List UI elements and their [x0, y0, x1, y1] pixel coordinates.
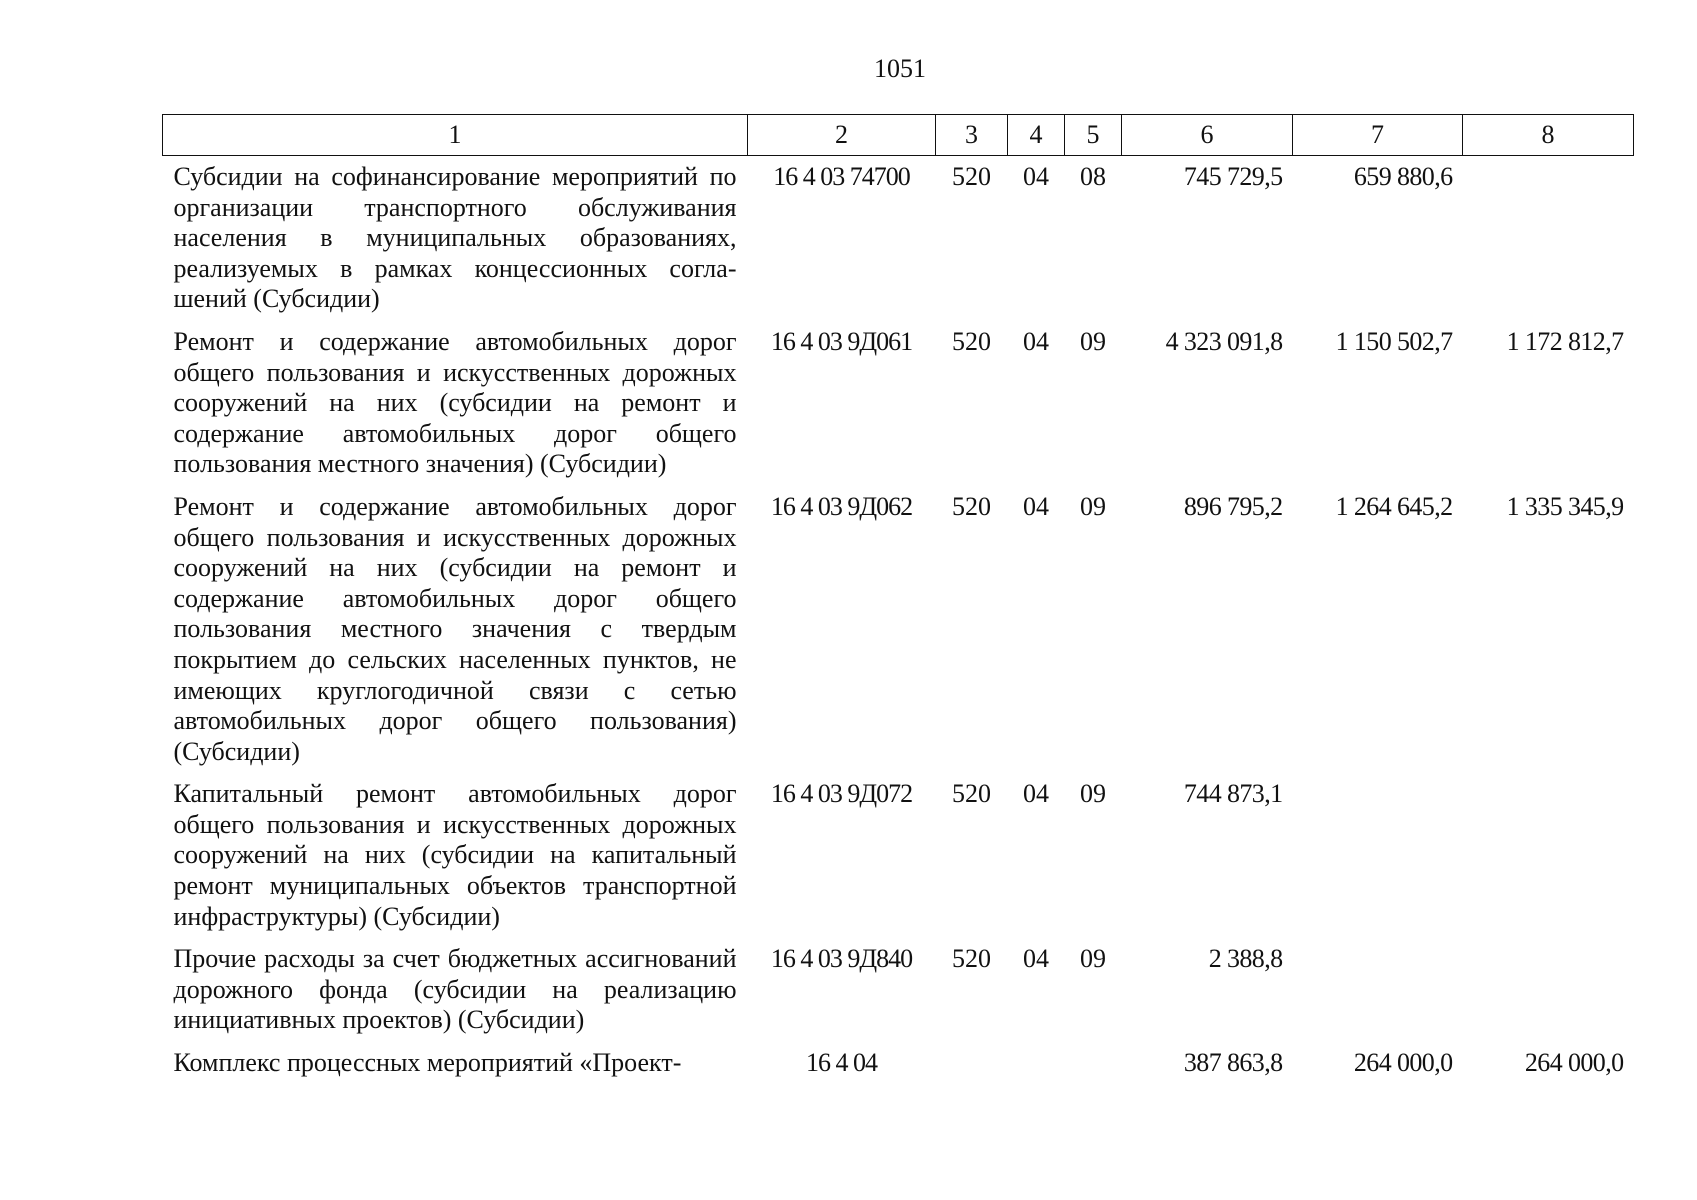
row-amount-8: [1463, 938, 1634, 1042]
row-description: Ремонт и содержание автомобильных дорог общего пользования и искусственных дорожных сооружений на них (субсидии на ремонт и содержание автомобильных дорог общего пользования местного значения с твердым покрытием до сельских населенных пунктов, не имеющих круглогодичной связи с сетью автомобильных дорог общего пользования) (Субсидии): [173, 491, 737, 766]
row-amount-7: [1293, 938, 1463, 1042]
table-row: [163, 1042, 1634, 1085]
column-header-1: 1: [163, 115, 748, 156]
row-amount-8: 1 335 345,9: [1506, 491, 1624, 521]
budget-table: [162, 114, 1634, 1085]
row-description: Ремонт и содержание автомобильных дорог общего пользования и искусственных дорожных сооружений на них (субсидии на ремонт и содержание автомобильных дорог общего пользования местного значения) (Субсидии): [173, 326, 737, 479]
table-row: [163, 773, 1634, 938]
row-col3: 520: [952, 944, 991, 974]
row-amount-7: 1 264 645,2: [1335, 491, 1453, 521]
row-amount-6: 387 863,8: [1183, 1048, 1283, 1078]
row-amount-7: [1293, 773, 1463, 938]
row-amount-8: 1 172 812,7: [1506, 326, 1624, 356]
row-col4: 04: [1023, 326, 1049, 356]
column-header-7: 7: [1293, 115, 1463, 156]
row-description: Комплекс процессных мероприятий «Проект-: [173, 1048, 682, 1078]
row-col5: 08: [1080, 162, 1106, 191]
row-col3: 520: [952, 162, 991, 191]
column-header-4: 4: [1008, 115, 1065, 156]
row-col3: [936, 1042, 1008, 1085]
row-col5: 09: [1080, 491, 1106, 521]
row-col5: 09: [1080, 779, 1106, 809]
row-col4: 04: [1023, 944, 1049, 974]
row-amount-8: 264 000,0: [1524, 1048, 1624, 1078]
table-row: [163, 321, 1634, 486]
row-col4: [1008, 1042, 1065, 1085]
row-amount-6: 745 729,5: [1183, 162, 1283, 191]
row-col5: 09: [1080, 326, 1106, 356]
column-header-2: 2: [748, 115, 936, 156]
row-col4: 04: [1023, 162, 1049, 191]
row-col5: 09: [1080, 944, 1106, 974]
column-header-6: 6: [1122, 115, 1293, 156]
table-row: [163, 938, 1634, 1042]
table-row: [163, 486, 1634, 773]
header-row: [163, 115, 1634, 156]
row-col3: 520: [952, 491, 991, 521]
row-amount-6: 896 795,2: [1183, 491, 1283, 521]
row-code: 16 4 03 9Д840: [770, 944, 913, 974]
row-code: 16 4 03 9Д062: [770, 491, 913, 521]
column-header-5: 5: [1065, 115, 1122, 156]
row-col4: 04: [1023, 779, 1049, 809]
row-amount-7: 659 880,6: [1353, 162, 1453, 191]
row-code: 16 4 04: [806, 1048, 877, 1078]
row-code: 16 4 03 9Д061: [770, 326, 913, 356]
row-description: Прочие расходы за счет бюджетных ассигнований дорожного фонда (субсидии на реализацию инициативных проектов) (Субсидии): [173, 944, 737, 1035]
page-number: 1051: [874, 54, 926, 83]
row-amount-6: 2 388,8: [1208, 944, 1283, 974]
row-amount-7: 264 000,0: [1353, 1048, 1453, 1078]
row-col5: [1065, 1042, 1122, 1085]
row-amount-7: 1 150 502,7: [1335, 326, 1453, 356]
row-col3: 520: [952, 779, 991, 809]
row-description: Капитальный ремонт автомобильных дорог общего пользования и искусственных дорожных сооружений на них (субсидии на капитальный ремонт муниципальных объектов транспортной инфраструктуры) (Субсидии): [173, 779, 737, 931]
row-amount-8: [1463, 773, 1634, 938]
row-code: 16 4 03 74700: [773, 162, 910, 191]
column-header-3: 3: [936, 115, 1008, 156]
row-code: 16 4 03 9Д072: [770, 779, 913, 809]
row-amount-6: 744 873,1: [1183, 779, 1283, 809]
table-row: [163, 156, 1634, 321]
column-header-8: 8: [1463, 115, 1634, 156]
row-amount-8: [1463, 156, 1634, 321]
row-description: Субсидии на софинансирование мероприятий по организации транспортного обслуживания населения в муниципальных образованиях, реализуемых в рамках концессионных соглашений (Субсидии): [173, 162, 737, 314]
row-col4: 04: [1023, 491, 1049, 521]
row-col3: 520: [952, 326, 991, 356]
row-amount-6: 4 323 091,8: [1165, 326, 1283, 356]
